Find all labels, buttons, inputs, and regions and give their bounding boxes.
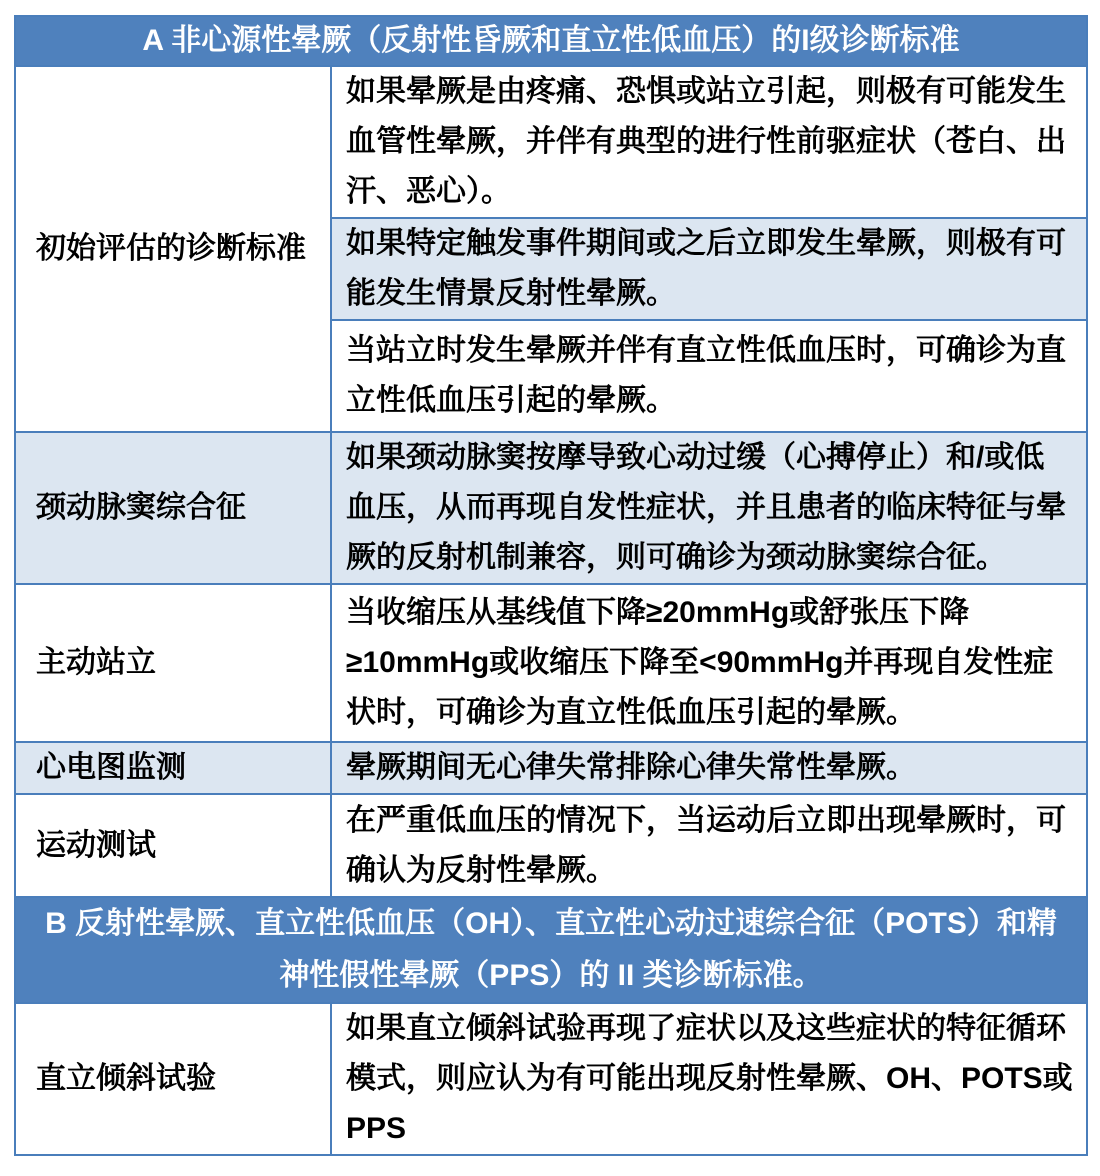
table-row (15, 742, 1087, 794)
table-row (15, 1003, 1087, 1155)
criterion-vasovagal-syncope: 如果晕厥是由疼痛、恐惧或站立引起，则极有可能发生血管性晕厥，并伴有典型的进行性前驱症状（苍白、出汗、恶心）。 (331, 66, 1087, 218)
section-a-title: A 非心源性晕厥（反射性昏厥和直立性低血压）的I级诊断标准 (15, 16, 1087, 66)
table-row (15, 66, 1087, 218)
criterion-active-standing: 当收缩压从基线值下降≥20mmHg或舒张压下降≥10mmHg或收缩压下降至<90mmHg并再现自发性症状时，可确诊为直立性低血压引起的晕厥。 (331, 584, 1087, 742)
table-row (15, 432, 1087, 584)
criterion-exercise-test: 在严重低血压的情况下，当运动后立即出现晕厥时，可确认为反射性晕厥。 (331, 794, 1087, 897)
criterion-tilt-test: 如果直立倾斜试验再现了症状以及这些症状的特征循环模式，则应认为有可能出现反射性晕厥、OH、POTS或PPS (331, 1003, 1087, 1155)
section-a-header-row (15, 16, 1087, 66)
diagnostic-criteria-table (14, 15, 1088, 1156)
criterion-situational-reflex-syncope: 如果特定触发事件期间或之后立即发生晕厥，则极有可能发生情景反射性晕厥。 (331, 218, 1087, 320)
row-label-tilt-test: 直立倾斜试验 (15, 1003, 331, 1155)
criterion-carotid-sinus-syndrome: 如果颈动脉窦按摩导致心动过缓（心搏停止）和/或低血压，从而再现自发性症状，并且患者的临床特征与晕厥的反射机制兼容，则可确诊为颈动脉窦综合征。 (331, 432, 1087, 584)
table-row (15, 794, 1087, 897)
table-row (15, 584, 1087, 742)
row-label-exercise-test: 运动测试 (15, 794, 331, 897)
section-b-header-row (15, 897, 1087, 1003)
row-label-carotid-sinus-syndrome: 颈动脉窦综合征 (15, 432, 331, 584)
criterion-ecg-monitoring: 晕厥期间无心律失常排除心律失常性晕厥。 (331, 742, 1087, 794)
criterion-orthostatic-hypotension-syncope: 当站立时发生晕厥并伴有直立性低血压时，可确诊为直立性低血压引起的晕厥。 (331, 320, 1087, 432)
row-label-ecg-monitoring: 心电图监测 (15, 742, 331, 794)
row-label-active-standing: 主动站立 (15, 584, 331, 742)
row-label-initial-evaluation: 初始评估的诊断标准 (15, 66, 331, 432)
section-b-title: B 反射性晕厥、直立性低血压（OH）、直立性心动过速综合征（POTS）和精神性假性晕厥（PPS）的 II 类诊断标准。 (15, 897, 1087, 1003)
